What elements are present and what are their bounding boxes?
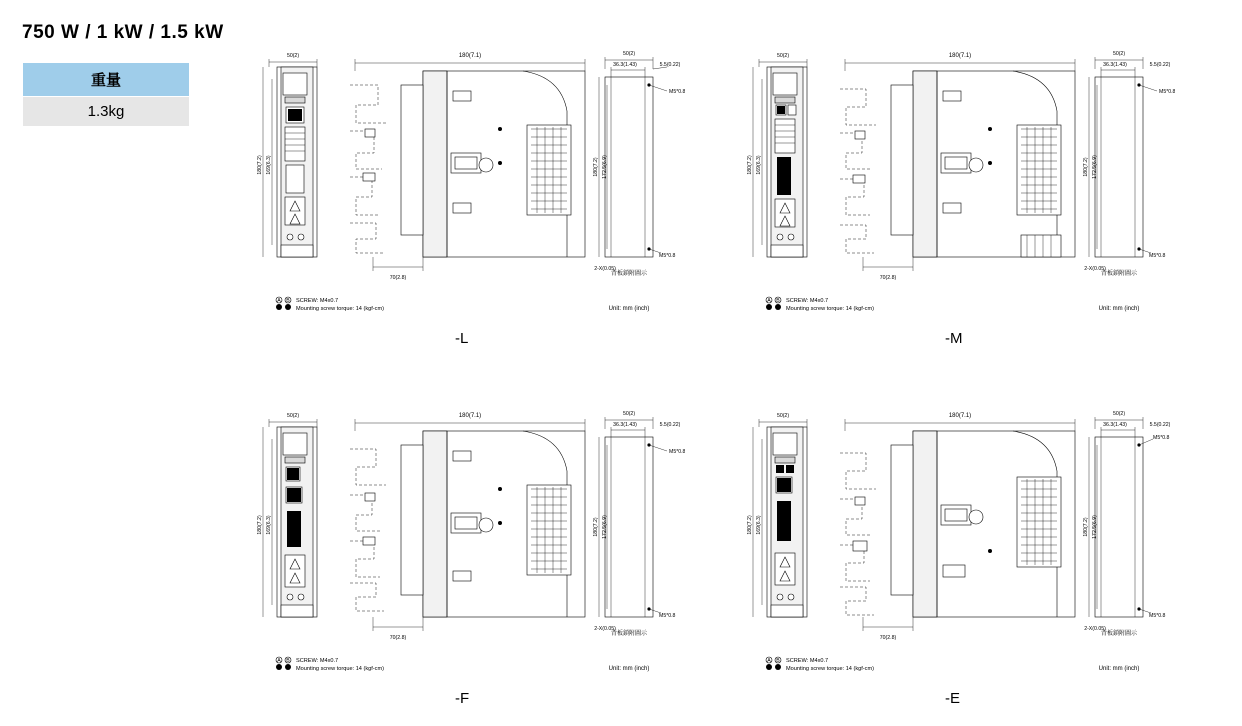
drawing-panel-m: [745, 45, 1175, 347]
dim-rear-inner-height: 172.5(6.9): [602, 155, 608, 179]
weight-table-header: 重量: [23, 63, 190, 97]
dim-screw-count: 2-X(0.05): [594, 626, 616, 632]
drawing-panel-f: [255, 405, 685, 707]
dim-rear-edge: 5.5(0.22): [1149, 62, 1171, 68]
svg-text:A: A: [767, 298, 771, 304]
weight-table-value: 1.3kg: [23, 97, 190, 127]
dim-mount-height: 169(6.3): [756, 515, 762, 535]
note-screw-spec: SCREW: M4x0.7: [786, 298, 829, 304]
rear-note: 背板鎖附圖示: [1100, 271, 1138, 277]
dim-rear-inner-height: 172.5(6.9): [1092, 515, 1098, 539]
dim-rear-edge: 5.5(0.22): [1149, 422, 1171, 428]
dim-side-width: 180(7.1): [458, 413, 482, 419]
svg-text:B: B: [776, 298, 780, 304]
dim-screw-bottom: M5*0.8: [659, 253, 676, 259]
rear-note: 背板鎖附圖示: [1100, 631, 1138, 637]
dim-rear-width: 50(2): [1112, 411, 1126, 417]
weight-table: [22, 62, 190, 127]
svg-text:A: A: [277, 298, 281, 304]
dim-front-width: 50(2): [286, 413, 300, 419]
dim-rear-width: 50(2): [1112, 51, 1126, 57]
rear-note: 背板鎖附圖示: [610, 271, 648, 277]
dim-screw-bottom: M5*0.8: [1149, 253, 1166, 259]
dim-height: 180(7.2): [747, 515, 753, 535]
dim-screw-count: 2-X(0.05): [1084, 266, 1106, 272]
dim-screw-count: 2-X(0.05): [594, 266, 616, 272]
panel-label-m: -M: [945, 330, 963, 347]
panel-label-l: -L: [455, 330, 469, 347]
note-torque: Mounting screw torque: 14 (kgf-cm): [786, 666, 874, 672]
dim-screw-top: M5*0.8: [669, 449, 685, 455]
dim-screw-top: M5*0.8: [1159, 89, 1175, 95]
dim-height: 180(7.2): [257, 515, 263, 535]
dim-height: 180(7.2): [747, 155, 753, 175]
dim-rear-height: 180(7.2): [593, 517, 599, 537]
dim-rear-inner-height: 172.5(6.9): [1092, 155, 1098, 179]
drawing-panel-e: [745, 405, 1175, 707]
note-torque: Mounting screw torque: 14 (kgf-cm): [786, 306, 874, 312]
dim-screw-bottom: M5*0.8: [659, 613, 676, 619]
dim-rear-inner: 36.3(1.43): [613, 62, 637, 68]
dim-depth: 70(2.8): [879, 635, 897, 641]
svg-text:B: B: [776, 658, 780, 664]
rear-note: 背板鎖附圖示: [610, 631, 648, 637]
dim-mount-height: 169(6.3): [756, 155, 762, 175]
note-screw-spec: SCREW: M4x0.7: [296, 658, 339, 664]
dim-rear-width: 50(2): [622, 51, 636, 57]
note-unit: Unit: mm (inch): [1098, 306, 1140, 312]
dim-side-width: 180(7.1): [948, 413, 972, 419]
dim-front-width: 50(2): [286, 53, 300, 59]
dim-front-width: 50(2): [776, 413, 790, 419]
note-unit: Unit: mm (inch): [608, 306, 650, 312]
dim-depth: 70(2.8): [389, 635, 407, 641]
svg-text:A: A: [767, 658, 771, 664]
dim-rear-height: 180(7.2): [1083, 517, 1089, 537]
dim-rear-inner: 36.3(1.43): [1103, 422, 1127, 428]
svg-text:A: A: [277, 658, 281, 664]
dim-height: 180(7.2): [257, 155, 263, 175]
note-unit: Unit: mm (inch): [1098, 666, 1140, 672]
dim-rear-height: 180(7.2): [593, 157, 599, 177]
svg-text:B: B: [286, 298, 290, 304]
dim-rear-width: 50(2): [622, 411, 636, 417]
dim-mount-height: 169(6.3): [266, 515, 272, 535]
note-unit: Unit: mm (inch): [608, 666, 650, 672]
dim-rear-edge: 5.5(0.22): [659, 62, 681, 68]
svg-text:B: B: [286, 658, 290, 664]
note-torque: Mounting screw torque: 14 (kgf-cm): [296, 666, 384, 672]
page-title: 750 W / 1 kW / 1.5 kW: [22, 22, 224, 43]
dim-depth: 70(2.8): [389, 275, 407, 281]
note-screw-spec: SCREW: M4x0.7: [786, 658, 829, 664]
dim-rear-height: 180(7.2): [1083, 157, 1089, 177]
dim-screw-top: M5*0.8: [1153, 435, 1170, 441]
dim-depth: 70(2.8): [879, 275, 897, 281]
dim-side-width: 180(7.1): [948, 53, 972, 59]
dim-mount-height: 169(6.3): [266, 155, 272, 175]
dim-rear-edge: 5.5(0.22): [659, 422, 681, 428]
dim-side-width: 180(7.1): [458, 53, 482, 59]
dim-screw-bottom: M5*0.8: [1149, 613, 1166, 619]
dim-rear-inner: 36.3(1.43): [613, 422, 637, 428]
dim-screw-count: 2-X(0.05): [1084, 626, 1106, 632]
note-torque: Mounting screw torque: 14 (kgf-cm): [296, 306, 384, 312]
note-screw-spec: SCREW: M4x0.7: [296, 298, 339, 304]
panel-label-e: -E: [945, 690, 960, 707]
drawing-panel-l: [255, 45, 685, 347]
dim-front-width: 50(2): [776, 53, 790, 59]
dim-rear-inner-height: 172.5(6.9): [602, 515, 608, 539]
dim-rear-inner: 36.3(1.43): [1103, 62, 1127, 68]
panel-label-f: -F: [455, 690, 470, 707]
dim-screw-top: M5*0.8: [669, 89, 685, 95]
